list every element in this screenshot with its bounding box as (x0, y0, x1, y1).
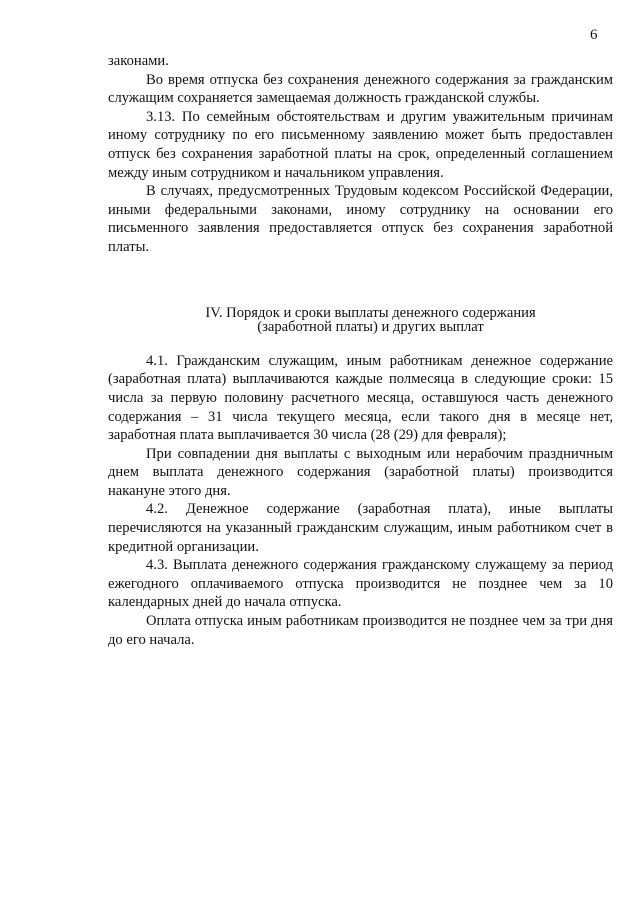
page-number: 6 (590, 27, 598, 43)
heading-spacer (108, 335, 613, 352)
section-heading-line-1: IV. Порядок и сроки выплаты денежного содержания (205, 304, 536, 321)
paragraph-holiday-payment: При совпадении дня выплаты с выходным или нерабочим праздничным днем выплата денежного содержания (заработной платы) производится накануне этого дня. (108, 445, 613, 499)
document-body (108, 52, 613, 649)
paragraph-4-3: 4.3. Выплата денежного содержания гражданскому служащему за период ежегодного оплачиваемого отпуска производится не позднее чем за 10 календарных дней до начала отпуска. (108, 557, 613, 611)
section-heading (108, 306, 613, 335)
paragraph-continuation: законами. (108, 53, 169, 69)
paragraph-labor-code-cases: В случаях, предусмотренных Трудовым кодексом Российской Федерации, иными федеральными законами, иному сотруднику на основании его письменного заявления предоставляется отпуск без сохранения заработной платы. (108, 183, 613, 255)
paragraph-4-2: 4.2. Денежное содержание (заработная плата), иные выплаты перечисляются на указанный гражданским служащим, иным работником счет в кредитной организации. (108, 501, 613, 555)
paragraph-vacation-position: Во время отпуска без сохранения денежного содержания за гражданским служащим сохраняется замещаемая должность гражданской службы. (108, 71, 613, 107)
section-heading-line-2: (заработной платы) и других выплат (257, 319, 484, 336)
paragraph-4-1: 4.1. Гражданским служащим, иным работникам денежное содержание (заработная плата) выплачиваются каждые полмесяца в следующие сроки: 15 числа за первую половину расчетного месяца, оставшуюся часть денежного содержания – 31 числа текущего месяца, если такого дня в месяце нет, заработная плата выплачивается 30 числа (28 (29) для февраля); (108, 352, 613, 444)
paragraph-3-13: 3.13. По семейным обстоятельствам и другим уважительным причинам иному сотруднику по его письменному заявлению может быть предоставлен отпуск без сохранения заработной платы на срок, определенный соглашением между иным сотрудником и начальником управления. (108, 108, 613, 181)
section-spacer (108, 257, 613, 306)
paragraph-vacation-pay-others: Оплата отпуска иным работникам производится не позднее чем за три дня до его начала. (108, 613, 613, 648)
